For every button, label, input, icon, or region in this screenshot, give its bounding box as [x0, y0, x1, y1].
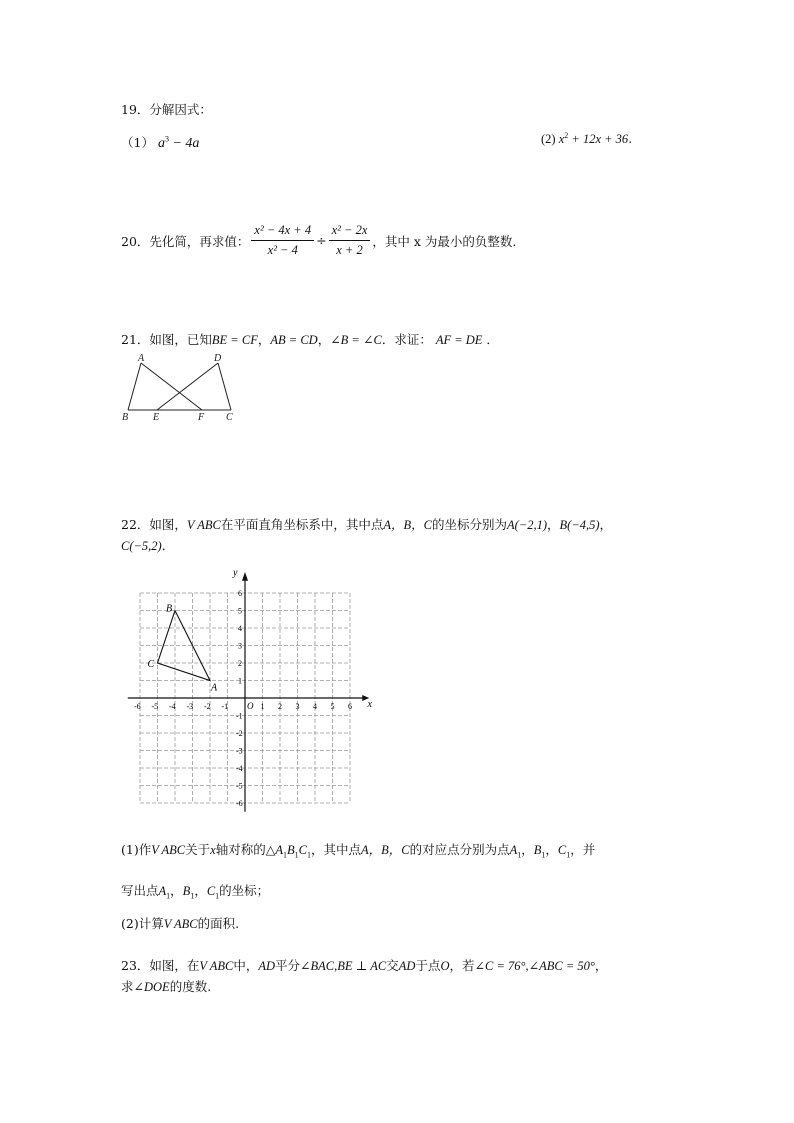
q23-be: BE ⊥ AC [337, 959, 387, 973]
q22-sub: 1 [282, 850, 287, 860]
x-tick-label: -5 [151, 702, 159, 711]
x-tick-label: 5 [330, 702, 335, 711]
q19-p2-x: x [555, 132, 565, 147]
q21-sep-1: ， [257, 332, 271, 347]
q22-sub: 1 [566, 850, 571, 860]
q23-comma: , [334, 959, 338, 973]
q20-frac2-den: x + 2 [336, 243, 363, 257]
q23-f: ，若 [449, 958, 475, 973]
q23-bac: ∠BAC [300, 959, 335, 973]
q22-coord-c: C(−5,2) [121, 539, 162, 553]
q22-text-c: 的坐标分别为 [431, 517, 507, 532]
origin-label: O [247, 701, 254, 711]
q22-p1-tri: V ABC [151, 843, 186, 857]
q22-line2-end: ． [161, 538, 175, 553]
q22-p1l2-b1: B [182, 884, 191, 898]
q23-ad: AD [258, 959, 276, 973]
q21-lead: 21．如图，已知 [121, 332, 212, 347]
q22-p2-tri: V ABC [163, 917, 198, 931]
q22-p1-b: 关于 [185, 842, 211, 857]
q21-label-b: B [122, 412, 129, 423]
q23-lead: 23．如图，在 [121, 958, 200, 973]
q22-part2 [121, 914, 239, 932]
y-tick-label: -2 [236, 729, 243, 738]
q19-part1-label: （1） [121, 135, 154, 150]
q22-p1-l: B [533, 843, 542, 857]
q20-fraction-2 [329, 223, 371, 258]
x-tick-label: 3 [295, 702, 300, 711]
q20-frac1-num: x² − 4x + 4 [251, 223, 314, 241]
q20-div-sign: ÷ [316, 233, 327, 248]
q23-l2-a: 求 [121, 979, 134, 994]
q22-p1-n: C [557, 843, 567, 857]
q22-lead: 22．如图， [121, 517, 187, 532]
y-tick-label: 4 [238, 624, 242, 633]
q22-p1-h: A，B，C [360, 843, 410, 857]
y-tick-label: -4 [236, 764, 243, 773]
q21-goal: AF = DE [435, 333, 483, 347]
x-tick-label: -3 [186, 702, 194, 711]
q20-fraction-1 [251, 223, 314, 258]
q22-p1-a1: A [275, 843, 283, 857]
q22-p1-g: ，其中点 [310, 842, 361, 857]
q19-p2-exp: 2 [564, 131, 569, 140]
q20-frac2-num: x² − 2x [329, 223, 371, 241]
q21-sep-2: ， [317, 332, 331, 347]
q21-label-f: F [198, 412, 205, 423]
q22-p1-c: 轴对称的△ [215, 842, 276, 857]
q22-coord-b: B(−4,5) [559, 518, 600, 532]
q19-part2-label: (2) [541, 132, 556, 147]
y-tick-label: 1 [238, 676, 242, 686]
q21-label-d: D [214, 353, 222, 364]
q19-part2 [541, 131, 632, 147]
q23-ad2: AD [398, 959, 416, 973]
q21-label-a: A [138, 353, 145, 364]
x-tick-label: 2 [278, 702, 282, 711]
x-tick-label: 4 [313, 702, 317, 711]
y-tick-label: 6 [238, 589, 242, 598]
q22-p1l2-a: 写出点 [121, 883, 159, 898]
q23-l2-b: 的度数. [169, 979, 212, 994]
x-tick-label: -1 [221, 702, 229, 711]
q22-p1-i: 的对应点分别为点 [409, 842, 510, 857]
q20 [121, 223, 516, 258]
q22-part1-line-1 [121, 840, 595, 860]
q21-segment-ab [128, 363, 141, 410]
q21-label-c: C [226, 412, 233, 423]
point-label-a: A [211, 682, 218, 694]
q22-p1-k: ， [521, 842, 534, 857]
q21-segment-af [141, 363, 202, 410]
q20-frac1-den: x² − 4 [267, 243, 298, 257]
q22-p1-a: (1)作 [121, 842, 152, 857]
x-tick-label: 1 [260, 702, 265, 711]
q23-o: O [440, 959, 450, 973]
q19-p2-rest: + 12x + 36 [568, 132, 629, 147]
q19-part1 [121, 133, 199, 152]
q22-sep: ， [547, 517, 560, 532]
q22-line-2 [121, 536, 174, 554]
q23-doe: ∠DOE [133, 980, 170, 994]
q19-p1-rest: − 4a [168, 136, 200, 151]
q22-points: A，B，C [383, 518, 432, 532]
q23-line-1 [121, 956, 607, 974]
q22-p1-m: ， [545, 842, 558, 857]
y-tick-label: -3 [236, 746, 243, 756]
q23-line-2 [121, 977, 211, 995]
q23-tri: V ABC [199, 959, 234, 973]
q22-p1l2-g: 的坐标； [219, 883, 270, 898]
q22-text-b: 在平面直角坐标系中，其中点 [220, 517, 384, 532]
y-tick-label: 3 [238, 641, 242, 651]
q22-p1-b1: B [286, 843, 295, 857]
y-tick-label: -6 [236, 799, 243, 808]
q21-label-e: E [153, 412, 160, 423]
y-axis-arrow [242, 572, 248, 581]
q19-p1-base: a [157, 136, 165, 151]
q22-sub: 1 [306, 850, 311, 860]
q21-cond-1: BE = CF [211, 333, 258, 347]
q22-p1l2-c1: C [206, 884, 216, 898]
point-label-b: B [166, 603, 173, 615]
q21-end: ． [486, 332, 499, 347]
q22-coord-a: A(−2,1) [506, 518, 547, 532]
q22-sub: 1 [166, 891, 171, 901]
x-tick-label: 6 [348, 702, 352, 711]
q22-p1l2-a1: A [158, 884, 167, 898]
q22-p2-b: 的面积. [197, 916, 240, 931]
q23-b: 中， [233, 958, 259, 973]
q20-tail: ，其中 x 为最小的负整数. [372, 233, 517, 249]
q19-p2-end: . [628, 131, 633, 147]
q21-figure [115, 350, 245, 425]
q22-coordinate-grid [125, 565, 375, 815]
y-axis-label: y [233, 567, 238, 579]
y-tick-label: -5 [236, 781, 243, 791]
point-label-c: C [147, 659, 155, 670]
q23-c: 平分 [275, 958, 301, 973]
q22-p1-c1: C [298, 843, 307, 857]
q22-sub: 1 [541, 850, 546, 860]
q19-p1-exp: 3 [164, 134, 169, 144]
q23-d: 交 [386, 958, 399, 973]
q22-line-1 [121, 515, 612, 533]
q21-stem [121, 330, 499, 348]
q22-p1l2-sep2: ， [194, 883, 207, 898]
q22-part1-line-2 [121, 881, 269, 901]
q23-angles: ∠C = 76°,∠ABC = 50° [474, 959, 595, 973]
x-tick-label: -2 [204, 702, 211, 711]
q22-p1-x: x [210, 843, 216, 857]
q21-sep-3: ．求证： [381, 332, 432, 347]
q19-stem: 19．分解因式： [121, 102, 212, 117]
q22-p1-o: ，并 [570, 842, 596, 857]
q22-sep-2: ， [599, 517, 613, 532]
q23-g: ， [594, 958, 608, 973]
q22-triangle: V ABC [186, 518, 221, 532]
q22-p1l2-sep: ， [170, 883, 183, 898]
q22-sub: 1 [517, 850, 522, 860]
q20-lead: 20．先化简，再求值： [121, 233, 250, 249]
q22-sub: 1 [190, 891, 195, 901]
q21-cond-2: AB = CD [270, 333, 318, 347]
y-tick-label: 2 [238, 659, 242, 668]
q21-segment-dc [218, 363, 231, 410]
x-tick-label: -4 [169, 702, 176, 711]
x-axis-label: x [367, 699, 372, 710]
q22-sub: 1 [294, 850, 299, 860]
q22-sub: 1 [215, 891, 220, 901]
q22-p2-a: (2)计算 [121, 916, 164, 931]
q21-segment-de [157, 363, 218, 410]
q22-p1-j: A [509, 843, 518, 857]
y-tick-label: 5 [238, 606, 242, 616]
q23-e: 于点 [415, 958, 441, 973]
y-tick-label: -1 [236, 711, 243, 721]
q21-cond-3: ∠B = ∠C [330, 333, 382, 347]
x-tick-label: -6 [134, 702, 141, 711]
